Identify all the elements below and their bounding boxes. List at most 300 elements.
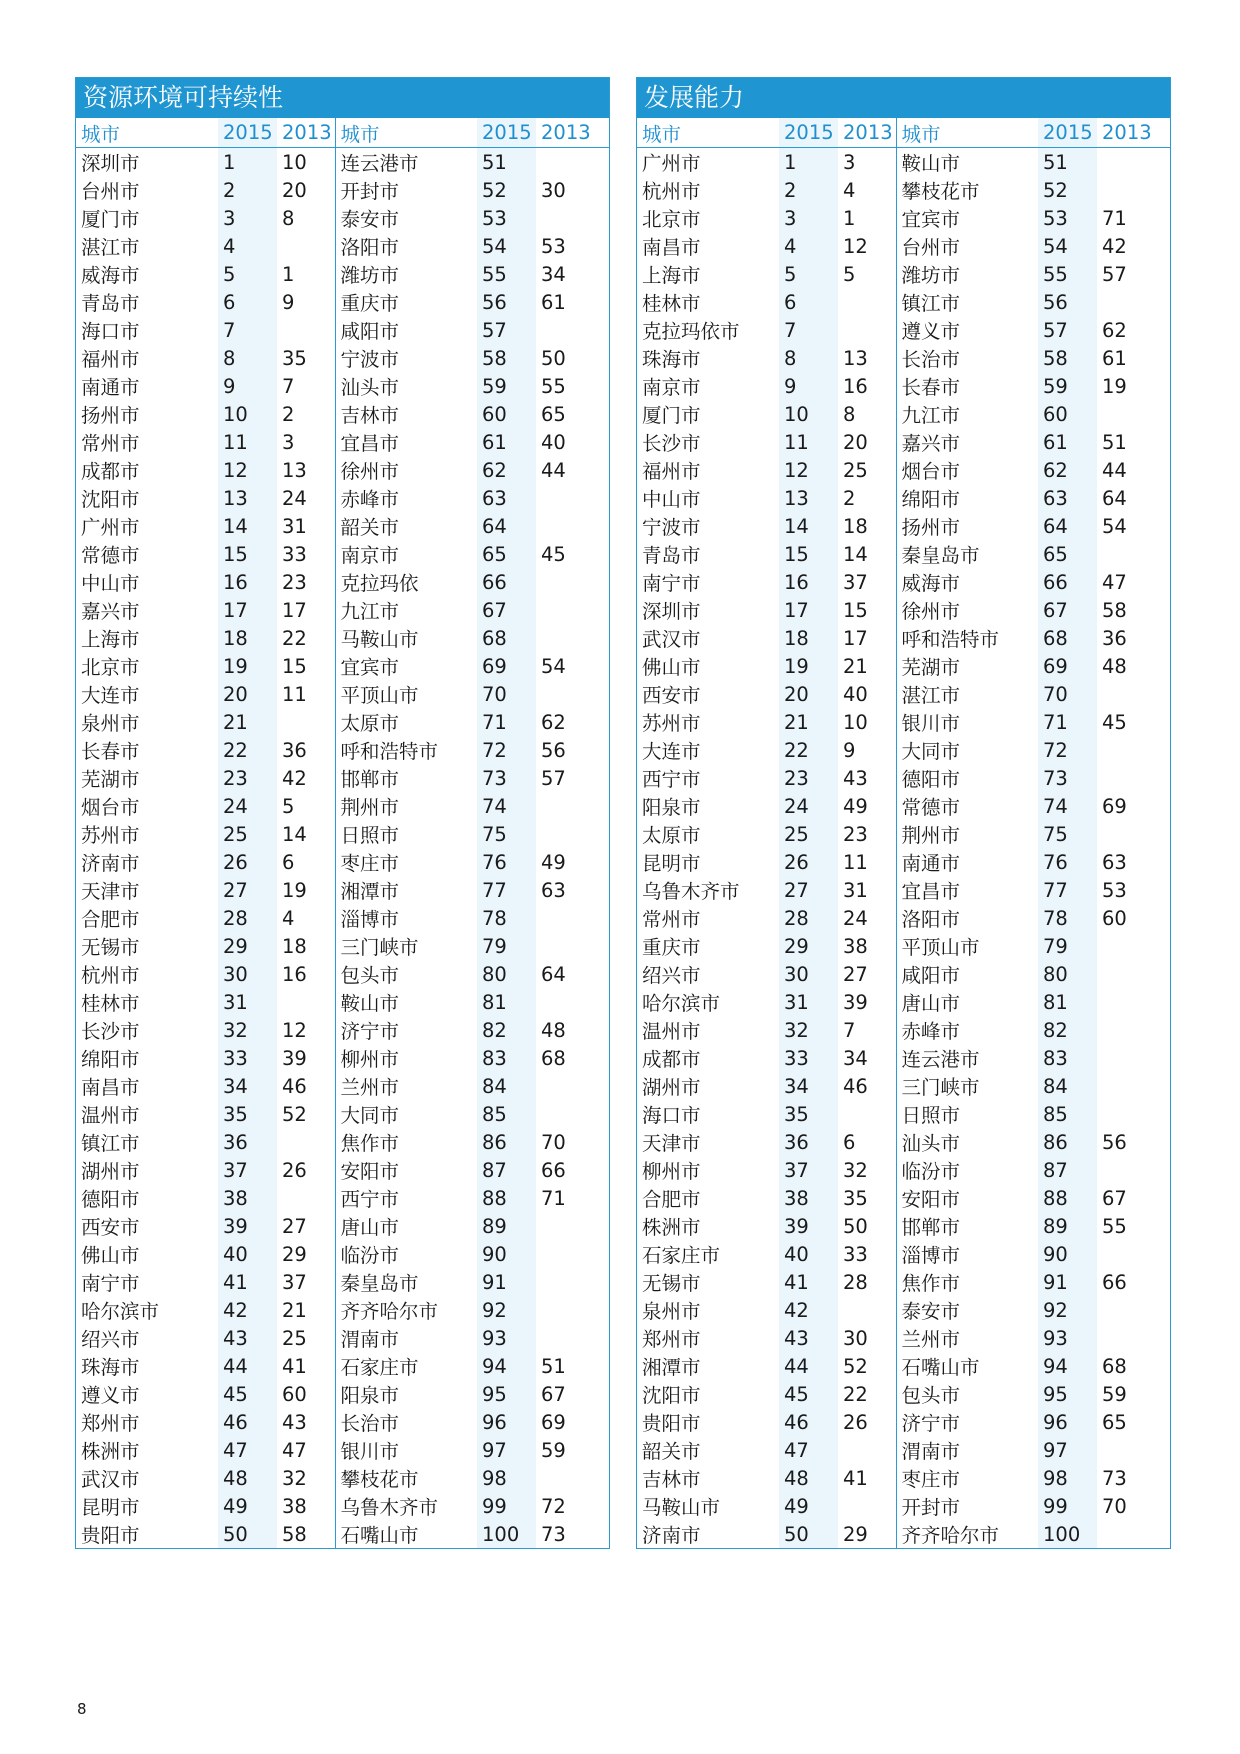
table-row xyxy=(637,1520,1170,1548)
city-cell: 福州市 xyxy=(642,460,701,483)
rank-2013-cell xyxy=(536,680,609,708)
rank-2015-cell: 12 xyxy=(223,458,248,482)
city-cell: 湖州市 xyxy=(81,1160,140,1183)
table-row xyxy=(637,540,1170,568)
rank-2015-cell: 94 xyxy=(482,1354,507,1378)
rank-2015-cell: 58 xyxy=(1043,346,1068,370)
rank-2015-cell: 100 xyxy=(482,1522,520,1546)
rank-2015-cell: 32 xyxy=(223,1018,248,1042)
rank-2013-cell xyxy=(1097,960,1170,988)
rank-2013-cell: 57 xyxy=(1102,262,1127,286)
table-row xyxy=(637,1128,1170,1156)
rank-2015-cell: 15 xyxy=(223,542,248,566)
rank-2015-cell: 73 xyxy=(1043,766,1068,790)
city-cell: 镇江市 xyxy=(81,1132,140,1155)
rank-2013-cell: 60 xyxy=(277,1380,335,1408)
city-cell: 宜宾市 xyxy=(340,656,400,679)
table-row xyxy=(637,176,1170,204)
rank-2015-cell: 3 xyxy=(784,206,797,230)
rank-2013-cell: 56 xyxy=(541,738,566,762)
table-row xyxy=(637,792,1170,820)
rank-2013-cell: 23 xyxy=(277,568,335,596)
rank-2013-cell: 30 xyxy=(541,178,566,202)
rank-2015-cell: 97 xyxy=(482,1438,507,1462)
city-cell: 株洲市 xyxy=(81,1440,140,1463)
rank-2015-cell: 19 xyxy=(223,654,248,678)
rank-2013-cell: 16 xyxy=(838,372,896,400)
city-cell: 合肥市 xyxy=(81,908,140,931)
city-cell: 常德市 xyxy=(81,544,140,567)
rank-2015-cell: 56 xyxy=(1043,290,1068,314)
table-row xyxy=(76,876,609,904)
table-row xyxy=(76,1072,609,1100)
rank-2013-cell xyxy=(1097,288,1170,316)
rank-2013-cell xyxy=(1097,680,1170,708)
city-cell: 西安市 xyxy=(642,684,701,707)
rank-2013-cell: 29 xyxy=(277,1240,335,1268)
table-row xyxy=(76,1324,609,1352)
panel-title: 资源环境可持续性 xyxy=(76,78,609,118)
city-cell: 济南市 xyxy=(81,852,140,875)
rank-2013-cell xyxy=(536,1268,609,1296)
rank-2015-cell: 71 xyxy=(482,710,507,734)
rank-2015-cell: 99 xyxy=(1043,1494,1068,1518)
table-row xyxy=(76,1464,609,1492)
city-cell: 沈阳市 xyxy=(642,1384,701,1407)
rank-2013-cell xyxy=(1097,1324,1170,1352)
rank-2013-cell: 14 xyxy=(277,820,335,848)
rank-2015-cell: 64 xyxy=(1043,514,1068,538)
rank-2013-cell: 49 xyxy=(541,850,566,874)
city-cell: 泰安市 xyxy=(901,1300,961,1323)
column-header-2013: 2013 xyxy=(1097,118,1170,148)
rank-2013-cell: 22 xyxy=(838,1380,896,1408)
column-header-city: 城市 xyxy=(76,118,218,148)
rank-2015-cell: 48 xyxy=(223,1466,248,1490)
rank-2015-cell: 62 xyxy=(482,458,507,482)
rank-2013-cell xyxy=(536,820,609,848)
rank-2015-cell: 63 xyxy=(1043,486,1068,510)
rank-2013-cell xyxy=(1097,764,1170,792)
rank-2015-cell: 22 xyxy=(784,738,809,762)
rank-2015-cell: 79 xyxy=(1043,934,1068,958)
column-header-2013: 2013 xyxy=(536,118,609,148)
rank-2013-cell: 44 xyxy=(1102,458,1127,482)
table-row xyxy=(76,1408,609,1436)
city-cell: 洛阳市 xyxy=(340,236,400,259)
rank-2013-cell: 33 xyxy=(838,1240,896,1268)
rank-2013-cell: 53 xyxy=(541,234,566,258)
city-cell: 长春市 xyxy=(81,740,140,763)
rank-2013-cell: 26 xyxy=(277,1156,335,1184)
rank-2015-cell: 42 xyxy=(223,1298,248,1322)
table-row xyxy=(76,932,609,960)
city-cell: 渭南市 xyxy=(901,1440,961,1463)
rank-2015-cell: 97 xyxy=(1043,1438,1068,1462)
table-row xyxy=(637,344,1170,372)
city-cell: 淄博市 xyxy=(340,908,400,931)
city-cell: 常州市 xyxy=(81,432,140,455)
city-cell: 鞍山市 xyxy=(340,992,400,1015)
rank-2015-cell: 34 xyxy=(784,1074,809,1098)
rank-2015-cell: 55 xyxy=(1043,262,1068,286)
rank-2015-cell: 52 xyxy=(1043,178,1068,202)
city-cell: 重庆市 xyxy=(642,936,701,959)
rank-2013-cell: 35 xyxy=(277,344,335,372)
rank-2013-cell: 4 xyxy=(277,904,335,932)
rank-2013-cell: 45 xyxy=(1102,710,1127,734)
rank-2015-cell: 95 xyxy=(482,1382,507,1406)
rank-2015-cell: 44 xyxy=(223,1354,248,1378)
table-row xyxy=(637,932,1170,960)
rank-2013-cell xyxy=(277,988,335,1016)
rank-2015-cell: 50 xyxy=(223,1522,248,1546)
city-cell: 韶关市 xyxy=(340,516,400,539)
city-cell: 深圳市 xyxy=(642,600,701,623)
rank-2013-cell: 49 xyxy=(838,792,896,820)
rank-2013-cell xyxy=(536,1240,609,1268)
city-cell: 长春市 xyxy=(901,376,961,399)
rank-2013-cell xyxy=(536,148,609,177)
table-row xyxy=(76,148,609,177)
rank-2013-cell: 13 xyxy=(838,344,896,372)
city-cell: 荆州市 xyxy=(901,824,961,847)
table-row xyxy=(76,484,609,512)
rank-2015-cell: 60 xyxy=(1043,402,1068,426)
table-row xyxy=(76,652,609,680)
table-row xyxy=(76,1240,609,1268)
rank-2013-cell: 31 xyxy=(838,876,896,904)
rank-2013-cell xyxy=(1097,1072,1170,1100)
rank-2013-cell xyxy=(1097,1100,1170,1128)
rank-2015-cell: 89 xyxy=(1043,1214,1068,1238)
rank-2015-cell: 53 xyxy=(1043,206,1068,230)
city-cell: 青岛市 xyxy=(642,544,701,567)
rank-2013-cell: 15 xyxy=(838,596,896,624)
rank-2015-cell: 96 xyxy=(1043,1410,1068,1434)
column-header-city: 城市 xyxy=(637,118,779,148)
rank-2015-cell: 38 xyxy=(223,1186,248,1210)
rank-2013-cell xyxy=(536,1324,609,1352)
rank-2013-cell: 46 xyxy=(277,1072,335,1100)
rank-2013-cell xyxy=(277,316,335,344)
city-cell: 大同市 xyxy=(340,1104,400,1127)
city-cell: 深圳市 xyxy=(81,152,140,175)
table-row xyxy=(637,372,1170,400)
rank-2013-cell xyxy=(536,316,609,344)
column-header-2013: 2013 xyxy=(838,118,896,148)
city-cell: 徐州市 xyxy=(340,460,400,483)
rank-2013-cell: 8 xyxy=(838,400,896,428)
table-row xyxy=(637,568,1170,596)
rank-2015-cell: 8 xyxy=(223,346,236,370)
table-row xyxy=(76,736,609,764)
city-cell: 武汉市 xyxy=(81,1468,140,1491)
table-row xyxy=(637,1268,1170,1296)
table-row xyxy=(637,1492,1170,1520)
city-cell: 焦作市 xyxy=(340,1132,400,1155)
city-cell: 济南市 xyxy=(642,1524,701,1547)
city-cell: 开封市 xyxy=(340,180,400,203)
city-cell: 包头市 xyxy=(340,964,400,987)
rank-2013-cell: 2 xyxy=(277,400,335,428)
rank-2015-cell: 47 xyxy=(784,1438,809,1462)
city-cell: 太原市 xyxy=(642,824,701,847)
rank-2013-cell xyxy=(536,792,609,820)
rank-2013-cell: 23 xyxy=(838,820,896,848)
table-row xyxy=(637,904,1170,932)
rank-2013-cell: 37 xyxy=(277,1268,335,1296)
rank-2013-cell xyxy=(1097,1520,1170,1548)
rank-2013-cell: 40 xyxy=(838,680,896,708)
rank-2015-cell: 33 xyxy=(223,1046,248,1070)
rank-2013-cell: 54 xyxy=(1102,514,1127,538)
rank-2015-cell: 1 xyxy=(784,150,797,174)
rank-2015-cell: 77 xyxy=(482,878,507,902)
table-row xyxy=(76,1100,609,1128)
rank-2015-cell: 40 xyxy=(784,1242,809,1266)
city-cell: 九江市 xyxy=(340,600,400,623)
rank-2013-cell xyxy=(1097,820,1170,848)
table-row xyxy=(637,624,1170,652)
city-cell: 上海市 xyxy=(642,264,701,287)
rank-2015-cell: 31 xyxy=(784,990,809,1014)
city-cell: 韶关市 xyxy=(642,1440,701,1463)
rank-2013-cell: 58 xyxy=(1102,598,1127,622)
city-cell: 齐齐哈尔市 xyxy=(901,1524,1000,1547)
rank-2013-cell: 25 xyxy=(838,456,896,484)
table-row xyxy=(76,1296,609,1324)
rank-2013-cell: 58 xyxy=(277,1520,335,1548)
rank-2015-cell: 36 xyxy=(223,1130,248,1154)
city-cell: 泰安市 xyxy=(340,208,400,231)
table-row xyxy=(76,1016,609,1044)
table-row xyxy=(637,1296,1170,1324)
city-cell: 安阳市 xyxy=(901,1188,961,1211)
rank-2015-cell: 28 xyxy=(784,906,809,930)
table-row xyxy=(76,344,609,372)
rank-2015-cell: 20 xyxy=(784,682,809,706)
rank-2015-cell: 6 xyxy=(784,290,797,314)
rank-2015-cell: 85 xyxy=(482,1102,507,1126)
rank-2013-cell: 48 xyxy=(541,1018,566,1042)
city-cell: 桂林市 xyxy=(81,992,140,1015)
page-number: 8 xyxy=(77,1700,87,1718)
rank-2013-cell: 31 xyxy=(277,512,335,540)
city-cell: 石嘴山市 xyxy=(901,1356,980,1379)
table-row xyxy=(76,428,609,456)
rank-2013-cell xyxy=(838,316,896,344)
rank-2013-cell: 52 xyxy=(838,1352,896,1380)
city-cell: 贵阳市 xyxy=(642,1412,701,1435)
table-row xyxy=(637,1240,1170,1268)
rank-2015-cell: 40 xyxy=(223,1242,248,1266)
rank-2013-cell: 7 xyxy=(838,1016,896,1044)
panel-development-capability xyxy=(636,77,1171,1549)
rank-2013-cell: 9 xyxy=(838,736,896,764)
city-cell: 湘潭市 xyxy=(340,880,400,903)
rank-2015-cell: 25 xyxy=(223,822,248,846)
rank-2013-cell: 13 xyxy=(277,456,335,484)
rank-2015-cell: 90 xyxy=(1043,1242,1068,1266)
rank-2013-cell xyxy=(838,1492,896,1520)
rank-2013-cell: 17 xyxy=(838,624,896,652)
city-cell: 临汾市 xyxy=(340,1244,400,1267)
rank-2015-cell: 83 xyxy=(482,1046,507,1070)
city-cell: 嘉兴市 xyxy=(901,432,961,455)
city-cell: 嘉兴市 xyxy=(81,600,140,623)
rank-2013-cell xyxy=(1097,148,1170,177)
rank-2013-cell: 1 xyxy=(838,204,896,232)
city-cell: 沈阳市 xyxy=(81,488,140,511)
rank-2015-cell: 91 xyxy=(482,1270,507,1294)
column-header-city: 城市 xyxy=(335,118,477,148)
rank-2013-cell xyxy=(1097,988,1170,1016)
rank-2015-cell: 53 xyxy=(482,206,507,230)
table-row xyxy=(76,680,609,708)
table-header-row xyxy=(637,118,1170,148)
rank-2015-cell: 18 xyxy=(223,626,248,650)
rank-2013-cell: 26 xyxy=(838,1408,896,1436)
rank-2015-cell: 89 xyxy=(482,1214,507,1238)
rank-2015-cell: 35 xyxy=(784,1102,809,1126)
rank-2015-cell: 81 xyxy=(1043,990,1068,1014)
city-cell: 平顶山市 xyxy=(340,684,419,707)
city-cell: 郑州市 xyxy=(81,1412,140,1435)
city-cell: 阳泉市 xyxy=(642,796,701,819)
rank-2013-cell: 60 xyxy=(1102,906,1127,930)
table-row xyxy=(76,820,609,848)
table-row xyxy=(76,904,609,932)
rank-2015-cell: 38 xyxy=(784,1186,809,1210)
city-cell: 北京市 xyxy=(81,656,140,679)
city-cell: 温州市 xyxy=(81,1104,140,1127)
rank-2013-cell: 64 xyxy=(1102,486,1127,510)
city-cell: 绍兴市 xyxy=(81,1328,140,1351)
city-cell: 烟台市 xyxy=(901,460,961,483)
city-cell: 呼和浩特市 xyxy=(901,628,1000,651)
rank-2015-cell: 24 xyxy=(784,794,809,818)
rank-2015-cell: 87 xyxy=(1043,1158,1068,1182)
table-row xyxy=(76,596,609,624)
city-cell: 泉州市 xyxy=(81,712,140,735)
table-row xyxy=(76,1520,609,1548)
rank-2013-cell xyxy=(277,1128,335,1156)
table-row xyxy=(76,1352,609,1380)
table-row xyxy=(76,232,609,260)
table-row xyxy=(637,1072,1170,1100)
rank-2013-cell xyxy=(277,1184,335,1212)
city-cell: 九江市 xyxy=(901,404,961,427)
rank-2015-cell: 55 xyxy=(482,262,507,286)
city-cell: 杭州市 xyxy=(642,180,701,203)
city-cell: 秦皇岛市 xyxy=(340,1272,419,1295)
rank-2013-cell: 16 xyxy=(277,960,335,988)
city-cell: 长沙市 xyxy=(642,432,701,455)
city-cell: 珠海市 xyxy=(81,1356,140,1379)
rank-2015-cell: 51 xyxy=(482,150,507,174)
rank-2013-cell: 54 xyxy=(541,654,566,678)
rank-2013-cell xyxy=(536,596,609,624)
rank-2015-cell: 95 xyxy=(1043,1382,1068,1406)
table-row xyxy=(76,372,609,400)
city-cell: 温州市 xyxy=(642,1020,701,1043)
rank-2015-cell: 54 xyxy=(1043,234,1068,258)
rank-2015-cell: 22 xyxy=(223,738,248,762)
rank-2015-cell: 3 xyxy=(223,206,236,230)
table-row xyxy=(76,288,609,316)
column-header-2013: 2013 xyxy=(277,118,335,148)
rank-2013-cell: 51 xyxy=(1102,430,1127,454)
rank-2015-cell: 91 xyxy=(1043,1270,1068,1294)
city-cell: 湖州市 xyxy=(642,1076,701,1099)
rank-2015-cell: 37 xyxy=(784,1158,809,1182)
rank-2015-cell: 83 xyxy=(1043,1046,1068,1070)
rank-2015-cell: 51 xyxy=(1043,150,1068,174)
column-header-2015: 2015 xyxy=(477,118,536,148)
rank-2013-cell: 47 xyxy=(1102,570,1127,594)
city-cell: 柳州市 xyxy=(340,1048,400,1071)
city-cell: 三门峡市 xyxy=(340,936,419,959)
city-cell: 德阳市 xyxy=(81,1188,140,1211)
rank-2015-cell: 29 xyxy=(784,934,809,958)
city-cell: 阳泉市 xyxy=(340,1384,400,1407)
city-cell: 湛江市 xyxy=(81,236,140,259)
city-cell: 芜湖市 xyxy=(81,768,140,791)
rank-2013-cell: 4 xyxy=(838,176,896,204)
rank-2013-cell: 40 xyxy=(541,430,566,454)
rank-2015-cell: 48 xyxy=(784,1466,809,1490)
rank-2013-cell: 19 xyxy=(277,876,335,904)
rank-2013-cell xyxy=(1097,400,1170,428)
rank-2013-cell: 73 xyxy=(1102,1466,1127,1490)
table-row xyxy=(637,1324,1170,1352)
rank-2013-cell: 55 xyxy=(541,374,566,398)
table-row xyxy=(637,1016,1170,1044)
city-cell: 合肥市 xyxy=(642,1188,701,1211)
rank-2015-cell: 14 xyxy=(223,514,248,538)
rank-2015-cell: 78 xyxy=(482,906,507,930)
city-cell: 济宁市 xyxy=(901,1412,961,1435)
rank-2013-cell: 24 xyxy=(277,484,335,512)
city-cell: 包头市 xyxy=(901,1384,961,1407)
city-cell: 赤峰市 xyxy=(340,488,400,511)
rank-2015-cell: 92 xyxy=(1043,1298,1068,1322)
rank-2013-cell: 19 xyxy=(1102,374,1127,398)
rank-2015-cell: 92 xyxy=(482,1298,507,1322)
city-cell: 海口市 xyxy=(642,1104,701,1127)
rank-2013-cell: 17 xyxy=(277,596,335,624)
rank-2015-cell: 54 xyxy=(482,234,507,258)
rank-2015-cell: 11 xyxy=(223,430,248,454)
rank-2013-cell: 65 xyxy=(1102,1410,1127,1434)
table-row xyxy=(637,960,1170,988)
rank-2015-cell: 52 xyxy=(482,178,507,202)
city-cell: 银川市 xyxy=(901,712,961,735)
rank-2015-cell: 23 xyxy=(784,766,809,790)
rank-2015-cell: 8 xyxy=(784,346,797,370)
rank-2015-cell: 7 xyxy=(784,318,797,342)
rank-2013-cell: 63 xyxy=(1102,850,1127,874)
rank-2013-cell: 21 xyxy=(838,652,896,680)
city-cell: 攀枝花市 xyxy=(340,1468,419,1491)
rank-2015-cell: 41 xyxy=(784,1270,809,1294)
table-row xyxy=(637,1380,1170,1408)
rank-2013-cell: 5 xyxy=(277,792,335,820)
city-cell: 兰州市 xyxy=(340,1076,400,1099)
rank-2015-cell: 62 xyxy=(1043,458,1068,482)
rank-2013-cell: 22 xyxy=(277,624,335,652)
